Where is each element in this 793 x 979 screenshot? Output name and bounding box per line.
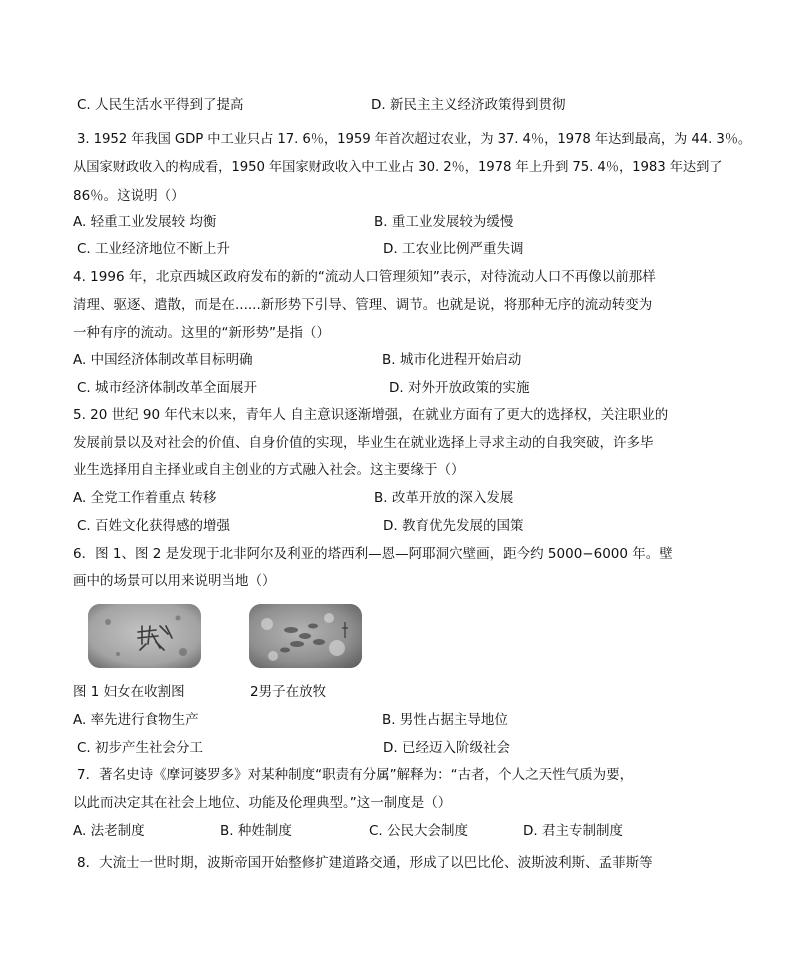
q3-option-c: C. 工业经济地位不断上升 xyxy=(77,241,231,257)
q3-stem-line2: 从国家财政收入的构成看，1950 年国家财政收入中工业占 30. 2％，1978 年上升到 75. 4％，1983 年达到了 xyxy=(73,160,723,175)
q2-option-d: D. 新民主主义经济政策得到贯彻 xyxy=(371,97,566,113)
q4-option-c: C. 城市经济体制改革全面展开 xyxy=(77,380,258,396)
q6-stem-line2: 画中的场景可以用来说明当地（） xyxy=(73,573,276,589)
q6-option-d: D. 已经迈入阶级社会 xyxy=(383,740,510,756)
q6-option-b: B. 男性占据主导地位 xyxy=(382,712,508,728)
q7-stem-line1: 7．著名史诗《摩诃婆罗多》对某种制度“职责有分属”解释为：“古者，个人之天性气质为要， xyxy=(77,767,634,783)
q5-stem-line3: 业生选择用自主择业或自主创业的方式融入社会。这主要缘于（） xyxy=(73,462,465,478)
q7-option-d: D. 君主专制制度 xyxy=(523,823,623,839)
q4-option-b: B. 城市化进程开始启动 xyxy=(382,352,522,368)
figure-2-cave-painting-image xyxy=(249,604,362,668)
q4-stem-line3: 一种有序的流动。这里的“新形势”是指（） xyxy=(73,325,330,341)
q5-option-b: B. 改革开放的深入发展 xyxy=(374,490,514,506)
q4-stem-line2: 清理、驱逐、遣散，而是在......新形势下引导、管理、调节。也就是说，将那种无序的流动转变为 xyxy=(73,297,653,313)
q7-option-c: C. 公民大会制度 xyxy=(369,823,469,839)
q7-stem-line2: 以此而决定其在社会上地位、功能及伦理典型。”这一制度是（） xyxy=(73,795,452,811)
q6-option-a: A. 率先进行食物生产 xyxy=(73,712,199,728)
q5-stem-line1: 5. 20 世纪 90 年代末以来，青年人 自主意识逐渐增强，在就业方面有了更大的选择权，关注职业的 xyxy=(73,407,669,423)
q6-option-c: C. 初步产生社会分工 xyxy=(77,740,204,756)
q5-option-d: D. 教育优先发展的国策 xyxy=(383,518,524,534)
q5-stem-line2: 发展前景以及对社会的价值、自身价值的实现，毕业生在就业选择上寻求主动的自我突破，许多毕 xyxy=(73,435,654,451)
q3-stem-line1: 3. 1952 年我国 GDP 中工业只占 17. 6％，1959 年首次超过农业，为 37. 4％，1978 年达到最高，为 44. 3％。 xyxy=(77,132,752,147)
q5-option-c: C. 百姓文化获得感的增强 xyxy=(77,518,231,534)
q4-stem-line1: 4. 1996 年，北京西城区政府发布的新的“流动人口管理须知”表示，对待流动人口不再像以前那样 xyxy=(73,269,656,285)
q4-option-d: D. 对外开放政策的实施 xyxy=(389,380,530,396)
q7-option-b: B. 种姓制度 xyxy=(220,823,292,839)
q4-option-a: A. 中国经济体制改革目标明确 xyxy=(73,352,253,368)
q3-stem-line3: 86％。这说明（） xyxy=(73,188,185,204)
q3-option-d: D. 工农业比例严重失调 xyxy=(383,241,524,257)
q8-stem-line1: 8．大流士一世时期，波斯帝国开始整修扩建道路交通，形成了以巴比伦、波斯波利斯、孟菲斯等 xyxy=(77,855,653,871)
q5-option-a: A. 全党工作着重点 转移 xyxy=(73,490,217,506)
figure-1-caption: 图 1 妇女在收割图 xyxy=(73,684,185,700)
q3-option-b: B. 重工业发展较为缓慢 xyxy=(374,214,514,230)
figure-2-caption: 2男子在放牧 xyxy=(250,684,327,700)
q6-stem-line1: 6．图 1、图 2 是发现于北非阿尔及利亚的塔西利—恩—阿耶洞穴壁画，距今约 5000−6000 年。壁 xyxy=(73,546,673,562)
q3-option-a: A. 轻重工业发展较 均衡 xyxy=(73,214,217,230)
q7-option-a: A. 法老制度 xyxy=(73,823,145,839)
figure-1-cave-painting-image xyxy=(88,604,201,668)
q2-option-c: C. 人民生活水平得到了提高 xyxy=(77,97,244,113)
